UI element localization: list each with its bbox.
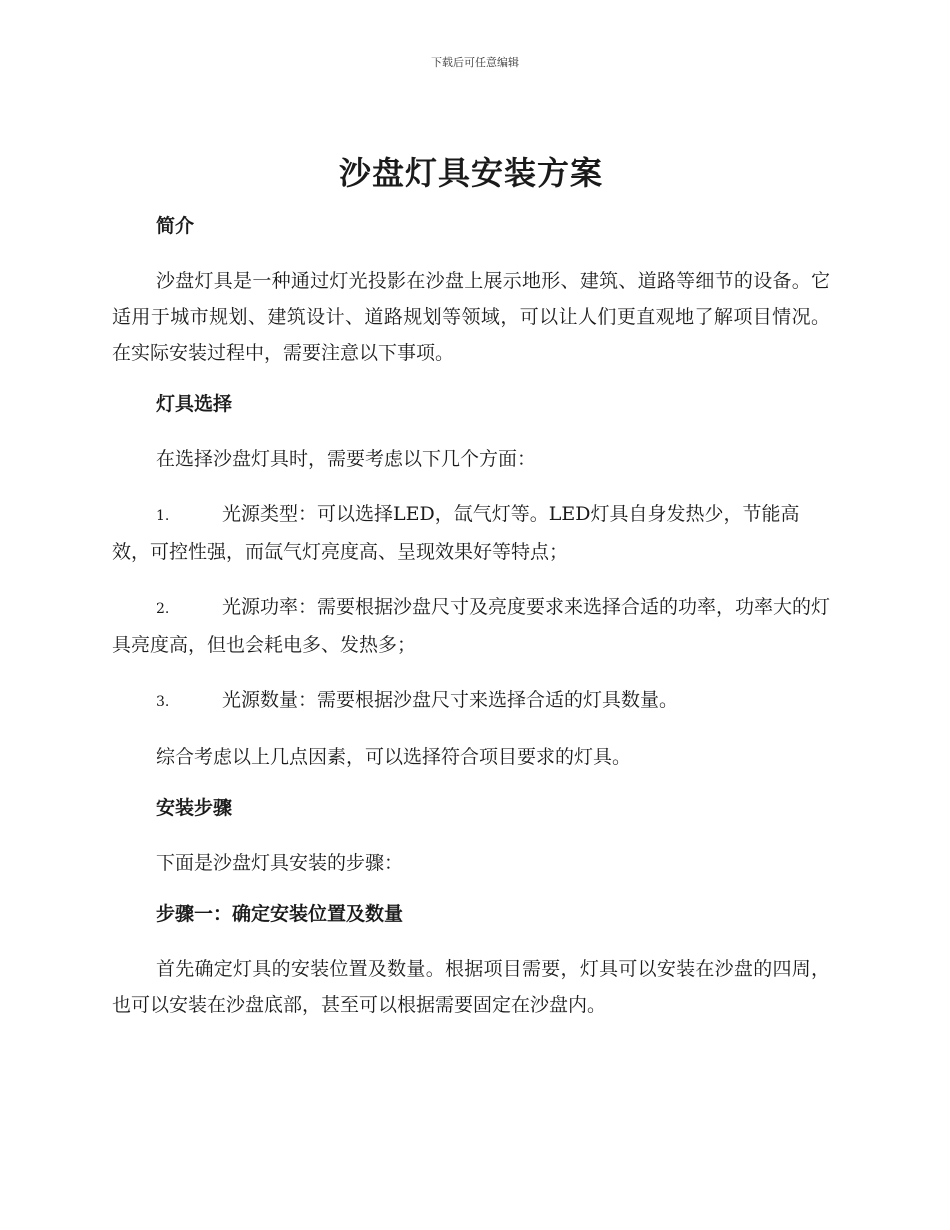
list-item-text: 光源功率：需要根据沙盘尺寸及亮度要求来选择合适的功率，功率大的灯具亮度高，但也会耗电多、发热多； (112, 596, 831, 656)
list-number: 3. (156, 694, 170, 710)
list-item-text: 光源数量：需要根据沙盘尺寸来选择合适的灯具数量。 (222, 689, 679, 711)
list-item (112, 682, 830, 720)
document-body (112, 148, 830, 1042)
page-title: 沙盘灯具安装方案 (338, 154, 603, 192)
section-heading-install-steps: 安装步骤 (156, 797, 233, 819)
header-note: 下载后可任意编辑 (431, 56, 519, 69)
paragraph-install-intro: 下面是沙盘灯具安装的步骤： (156, 852, 404, 874)
paragraph-lamp-summary: 综合考虑以上几点因素，可以选择符合项目要求的灯具。 (156, 746, 632, 768)
paragraph-step1: 首先确定灯具的安装位置及数量。根据项目需要，灯具可以安装在沙盘的四周，也可以安装在沙盘底部，甚至可以根据需要固定在沙盘内。 (112, 958, 830, 1016)
list-item-text: 光源类型：可以选择LED，氙气灯等。LED灯具自身发热少，节能高效，可控性强，而氙气灯亮度高、呈现效果好等特点； (112, 503, 800, 563)
step-heading-1: 步骤一：确定安装位置及数量 (156, 903, 404, 925)
section-heading-lamp-selection: 灯具选择 (156, 393, 233, 415)
list-item (112, 589, 830, 663)
list-item (112, 496, 830, 570)
section-heading-intro: 简介 (156, 215, 195, 237)
paragraph-intro: 沙盘灯具是一种通过灯光投影在沙盘上展示地形、建筑、道路等细节的设备。它适用于城市规划、建筑设计、道路规划等领域，可以让人们更直观地了解项目情况。在实际安装过程中，需要注意以下事项。 (112, 270, 830, 364)
list-number: 2. (156, 601, 170, 617)
list-number: 1. (156, 508, 170, 524)
paragraph-lamp-intro: 在选择沙盘灯具时，需要考虑以下几个方面： (156, 448, 537, 470)
